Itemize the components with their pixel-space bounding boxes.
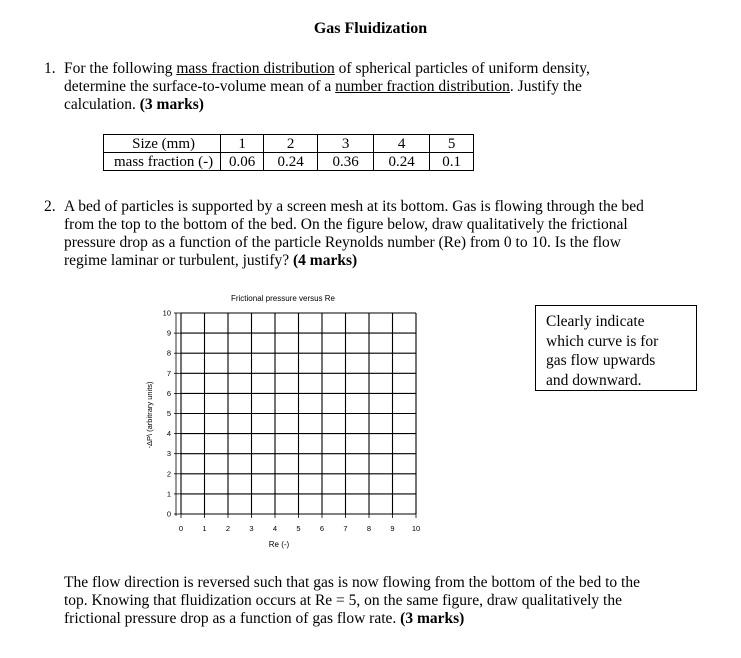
table-cell: 1 (221, 135, 264, 153)
mass-fraction-label: mass fraction (-) (104, 153, 221, 171)
x-tick-label: 0 (178, 524, 184, 533)
table-cell: 0.36 (318, 153, 374, 171)
x-tick-label: 1 (202, 524, 207, 533)
q1-text: determine the surface-to-volume mean of a (64, 78, 336, 95)
x-tick-label: 10 (411, 524, 421, 533)
x-tick-label: 3 (249, 524, 254, 533)
table-cell: 3 (318, 135, 374, 153)
q2-marks: (4 marks) (293, 252, 358, 269)
question-3-line-1: The flow direction is reversed such that gas is now flowing from the bottom of the bed to the (64, 574, 640, 591)
y-tick-label: 10 (162, 308, 171, 318)
question-3-line-3 (64, 610, 464, 628)
x-tick-label: 7 (343, 524, 348, 533)
q1-text: of spherical particles of uniform density, (334, 60, 590, 77)
question-2-line-1: A bed of particles is supported by a screen mesh at its bottom. Gas is flowing through the bed (64, 198, 644, 215)
table-cell: 5 (430, 135, 474, 153)
x-tick-label: 8 (366, 524, 372, 533)
x-tick-label: 9 (390, 524, 395, 533)
frictional-pressure-chart[interactable] (130, 285, 430, 555)
y-tick-label: 9 (166, 328, 171, 338)
y-tick-label: 4 (166, 429, 171, 439)
q3-text: frictional pressure drop as a function of gas flow rate. (64, 610, 401, 627)
y-tick-label: 7 (166, 368, 171, 378)
question-2-line-3: pressure drop as a function of the particle Reynolds number (Re) from 0 to 10. Is the flow (64, 234, 621, 251)
table-cell: 0.06 (221, 153, 264, 171)
page-title: Gas Fluidization (313, 20, 428, 37)
mass-fraction-table (103, 134, 474, 171)
instruction-line: Clearly indicate (546, 313, 645, 330)
question-2-line-2: from the top to the bottom of the bed. On the figure below, draw qualitatively the frictional (64, 216, 628, 233)
table-cell: 0.24 (264, 153, 318, 171)
table-cell: 0.24 (374, 153, 430, 171)
q3-marks: (3 marks) (400, 610, 465, 627)
instruction-line: and downward. (546, 371, 642, 389)
y-tick-label: 6 (166, 388, 171, 398)
chart-ticks (163, 309, 421, 534)
q1-text: calculation. (64, 96, 140, 113)
chart-title: Frictional pressure versus Re (230, 294, 336, 303)
table-row (104, 153, 474, 171)
y-tick-label: 8 (166, 348, 171, 358)
y-tick-label: 5 (166, 409, 171, 418)
x-axis-label: Re (-) (268, 540, 290, 549)
q2-text: regime laminar or turbulent, justify? (64, 252, 293, 269)
instruction-line: gas flow upwards (546, 352, 656, 369)
table-cell: 4 (374, 135, 430, 153)
table-cell: 2 (264, 135, 318, 153)
x-tick-label: 5 (296, 524, 301, 533)
q1-marks: (3 marks) (139, 96, 204, 113)
q1-number-fraction-term: number fraction distribution (335, 78, 510, 95)
y-tick-label: 3 (166, 449, 171, 459)
size-label: Size (mm) (104, 135, 221, 153)
question-2-number: 2. (44, 198, 56, 215)
question-3-line-2: top. Knowing that fluidization occurs at Re = 5, on the same figure, draw qualitatively the (64, 592, 622, 609)
question-1-line-3 (64, 96, 204, 114)
x-tick-label: 2 (225, 524, 231, 533)
x-tick-label: 6 (319, 524, 325, 533)
table-cell: 0.1 (430, 153, 474, 171)
question-1-number: 1. (44, 60, 56, 77)
chart-grid[interactable] (181, 313, 416, 514)
question-1-line-2 (64, 78, 582, 96)
y-axis-label: -ΔP\ (arbitrary units) (145, 381, 154, 449)
question-1-line-1 (64, 60, 590, 78)
instruction-box (535, 305, 697, 391)
q1-text: For the following (64, 60, 177, 77)
instruction-line: which curve is for (546, 332, 659, 350)
table-row (104, 135, 474, 153)
y-tick-label: 1 (166, 489, 171, 499)
question-2-line-4 (64, 252, 357, 270)
x-tick-label: 4 (272, 524, 278, 533)
q1-text: . Justify the (509, 78, 582, 95)
q1-mass-fraction-term: mass fraction distribution (176, 60, 335, 77)
y-tick-label: 2 (166, 469, 171, 479)
y-tick-label: 0 (166, 509, 171, 519)
